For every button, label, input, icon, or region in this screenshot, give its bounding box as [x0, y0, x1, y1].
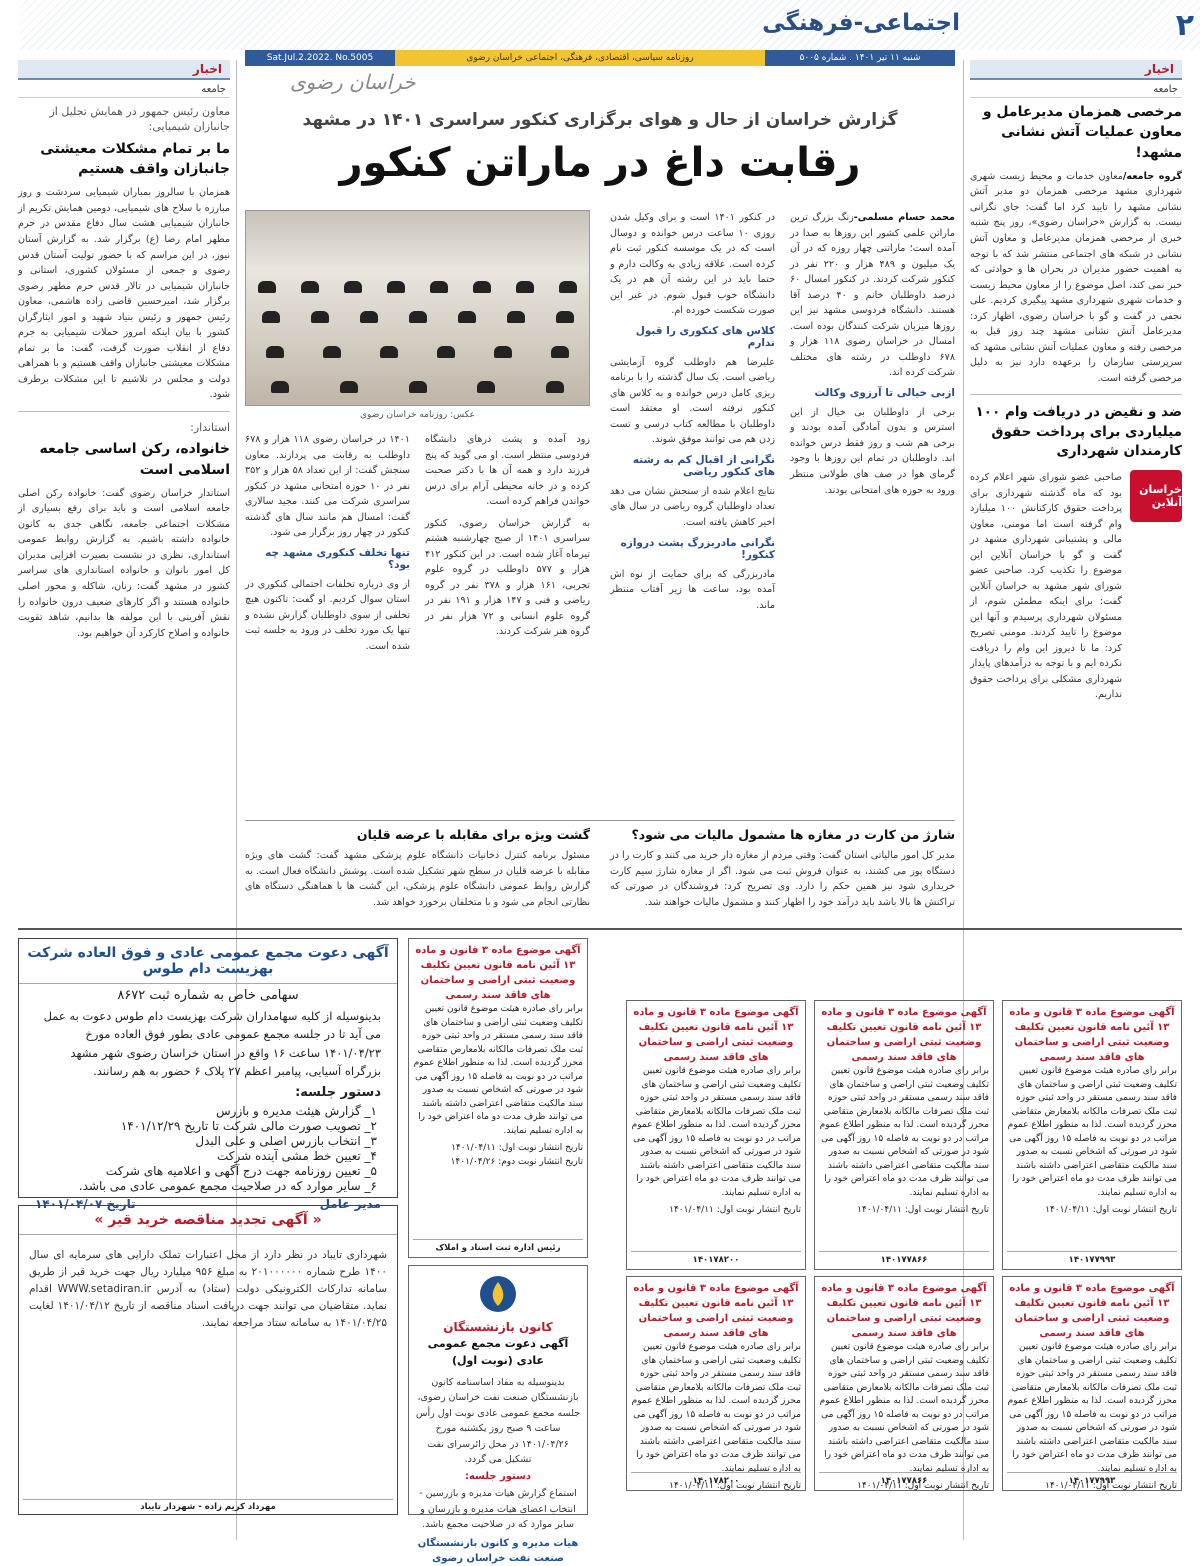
notice-body: برابر رای صادره هیئت موضوع قانون تعیین تکلیف وضعیت ثبتی اراضی و ساختمان های فاقد سند رسمی مستقر در واحد ثبتی حوزه ثبت ملک تصرفات مالکانه بلامعارض متقاضی محرز گردیده است. لذا به منظور اطلاع عموم مراتب در دو نوبت به فاصله ۱۵ روز آگهی می شود در صورتی که اشخاص نسبت به صدور سند مالکیت متقاضی اعتراضی داشته باشند می توانند ظرف مدت دو ماه اعتراض خود را به اداره تسلیم نمایند.: [631, 1342, 801, 1474]
story-paragraph: برخی از داوطلبان بی خیال از این استرس و بدون آمادگی آمده بودند و برخی هم شب و روز فقط درس خوانده اند. داوطلبان در تمام این روزها با وجود گرمای هوا در صف های طولانی منتظر ورود به حوزه های امتحانی بودند.: [790, 406, 955, 496]
ad-signer: مدیر عامل: [319, 1196, 381, 1211]
ad-agenda-item: ۵_ تعیین روزنامه جهت درج آگهی و اعلامیه های شرکت: [105, 1163, 377, 1178]
section-tab-news[interactable]: اخبار: [970, 60, 1182, 80]
ad-subtitle: آگهی دعوت مجمع عمومی عادی (نوبت اول): [427, 1337, 569, 1367]
notice-id: ۱۴۰۱۷۸۲۰۰: [631, 1472, 801, 1488]
ad-agenda-item: ۱_ گزارش هیئت مدیره و بازرس: [216, 1103, 377, 1118]
notice-body: برابر رای صادره هیئت موضوع قانون تعیین تکلیف وضعیت ثبتی اراضی و ساختمان های فاقد سند رسمی مستقر در واحد ثبتی حوزه ثبت ملک تصرفات مالکانه بلامعارض متقاضی محرز گردیده است. لذا به منظور اطلاع عموم مراتب در دو نوبت به فاصله ۱۵ روز آگهی می شود در صورتی که اشخاص نسبت به صدور سند مالکیت متقاضی اعتراضی داشته باشند می توانند ظرف مدت دو ماه اعتراض خود را به اداره تسلیم نمایند.: [413, 1004, 583, 1136]
ad-body: بدینوسیله از کلیه سهامداران شرکت بهزیست دام طوس دعوت به عمل می آید تا در جلسه مجمع عمومی عادی بطور فوق العاده مورخ ۱۴۰۱/۰۴/۲۳ ساعت ۱۶ واقع در استان خراسان رضوی شهر مشهد بزرگراه آسیایی، پیامبر اعظم ۲۷ پلاک ۶ حضور به هم رسانند.: [43, 1009, 381, 1079]
story-subhead: ازبی خیالی تا آرزوی وکالت: [814, 386, 955, 399]
notice-title: آگهی موضوع ماده ۳ قانون و ماده ۱۳ آئین نامه قانون تعیین تکلیف وضعیت ثبتی اراضی و ساختمان های فاقد سند رسمی: [633, 1283, 799, 1339]
story-paragraph: به گزارش خراسان رضوی، کنکور سراسری ۱۴۰۱ از صبح چهارشنبه هشتم تیرماه آغاز شده است. در این کنکور ۴۱۲ هزار و ۵۷۷ داوطلب در گروه علوم تجربی، ۱۶۱ هزار و ۳۷۸ نفر در گروه ریاضی و فنی و ۱۴۷ هزار و ۱۹۱ نفر در گروه علوم انسانی و ۷۲ هزار نفر در گروه هنر شرکت کردند.: [425, 517, 590, 638]
ad-body: بدینوسیله به مفاد اساسنامه کانون بازنشستگان صنعت نفت خراسان رضوی، جلسه مجمع عمومی عادی نوبت اول رأس ساعت ۹ صبح روز یکشنبه مورخ ۱۴۰۱/۰۴/۲۶ در محل زائرسرای نفت تشکیل می گردد.: [415, 1377, 581, 1465]
ad-title: « آگهی تجدید مناقصه خرید قیر »: [19, 1206, 397, 1235]
notice-id: ۱۴۰۱۷۷۸۶۶: [819, 1472, 989, 1488]
story-subhead: نگرانی از اقبال کم به رشته های کنکور ریاضی: [632, 453, 775, 478]
news-body: همزمان با سالروز بمباران شیمیایی سردشت و روز مبارزه با سلاح های شیمیایی، دومین همایش تکریم از جانبازان شیمیایی هشت سال دفاع مقدس در حرم مطهر امام رضا (ع) برگزار شد. به گزارش آستان نیوز، در این مراسم که با حضور تولیت آستان قدس رضوی و جمعی از مسئولان کشوری، استانی و جانبازان شیمیایی در تالار قدس حرم مطهر رضوی برگزار شد، امیرحسین قاضی زاده هاشمی، معاون رئیس جمهور و رئیس بنیاد شهید و امور ایثارگران کشور با بیان اینکه امروز حملات شیمیایی به جرم دفاع از انقلاب صورت گرفت، گفت: ما بر تمام مشکلات معیشتی جانبازان واقف هستیم و با همراهی دولت و مجلس در تلاشیم تا این مشکلات برطرف شود.: [18, 187, 230, 401]
notice-title: آگهی موضوع ماده ۳ قانون و ماده ۱۳ آئین نامه قانون تعیین تکلیف وضعیت ثبتی اراضی و ساختمان های فاقد سند رسمی: [1009, 1007, 1175, 1063]
news-kicker: معاون رئیس جمهور در همایش تجلیل از جانبازان شیمیایی:: [49, 105, 230, 134]
story-column-1: [790, 210, 955, 498]
ad-agenda-item: ۳_ انتخاب بازرس اصلی و علی البدل: [195, 1133, 377, 1148]
ad-title: کانون بازنشستگان: [443, 1320, 553, 1334]
ad-dam-toos: [18, 938, 398, 1211]
paper-tagline: روزنامه سیاسی، اقتصادی، فرهنگی، اجتماعی خراسان رضوی: [395, 50, 765, 66]
story-subhead: کلاس های کنکوری را قبول ندارم: [635, 324, 775, 349]
ad-date: تاریخ ۱۴۰۱/۰۴/۰۷: [35, 1196, 136, 1211]
story-paragraph: مادربزرگی که برای حمایت از نوه اش آمده بود، ساعت ها زیر آفتاب منتظر ماند.: [610, 568, 775, 611]
notice-id: ۱۴۰۱۷۷۹۹۳: [1007, 1472, 1177, 1488]
notice-title: آگهی موضوع ماده ۳ قانون و ماده ۱۳ آئین نامه قانون تعیین تکلیف وضعیت ثبتی اراضی و ساختمان های فاقد سند رسمی: [633, 1007, 799, 1063]
ad-tender: [18, 1205, 398, 1515]
story-paragraph: ۱۴۰۱ در خراسان رضوی ۱۱۸ هزار و ۶۷۸ داوطلب به رقابت می پردازند. معاون سنجش گفت: از این تعداد ۵۸ هزار و ۳۵۲ نفر در ۱۰ حوزه امتحانی مشهد در کنکور سراسری شرکت می کنند. مجید سالاری گفت: امسال هم مانند سال های گذشته کنکور در چهار روز برگزار می شود.: [245, 434, 411, 539]
ad-signer: مهرداد کریم زاده - شهردار تایباد: [23, 1499, 393, 1512]
land-notice: [626, 1276, 806, 1491]
notice-date: تاریخ انتشار نوبت اول: ۱۴۰۱/۰۴/۱۱: [669, 1205, 801, 1215]
sub-story-body: مدیر کل امور مالیاتی استان گفت: وقتی مردم از مغازه دار خرید می کنند و کارت را در دستگاه پوز می کشند، به عنوان فروش ثبت می شود. اگر از مغازه شارژ سیم کارت خریداری شود نیز همین حکم را دارد. وی تصریح کرد: فروشندگان در صورتی که تراکنش ها بالا باشد باید درآمد خود را اظهار کنند و مشمول مالیات خواهند شد.: [610, 850, 955, 908]
sub-story-hookah: [245, 827, 590, 910]
section-title: اجتماعی-فرهنگی: [762, 10, 960, 36]
ad-agenda-item: ۲_ تصویب صورت مالی شرکت تا تاریخ ۱۴۰۱/۱۲/۲۹: [120, 1118, 377, 1133]
notice-date: تاریخ انتشار نوبت اول: ۱۴۰۱/۰۴/۱۱: [669, 1481, 801, 1491]
notice-id: ۱۴۰۱۷۸۲۰۰: [631, 1251, 801, 1267]
land-notice: [1002, 1276, 1182, 1491]
ad-registration: سهامی خاص به شماره ثبت ۸۶۷۲: [117, 988, 299, 1003]
notice-body: برابر رای صادره هیئت موضوع قانون تعیین تکلیف وضعیت ثبتی اراضی و ساختمان های فاقد سند رسمی مستقر در واحد ثبتی حوزه ثبت ملک تصرفات مالکانه بلامعارض متقاضی محرز گردیده است. لذا به منظور اطلاع عموم مراتب در دو نوبت به فاصله ۱۵ روز آگهی می شود در صورتی که اشخاص نسبت به صدور سند مالکیت متقاضی اعتراضی داشته باشند می توانند ظرف مدت دو ماه اعتراض خود را به اداره تسلیم نمایند.: [631, 1066, 801, 1198]
story-paragraph: از وی درباره تخلفات احتمالی کنکوری در استان سوال کردیم. او گفت: تاکنون هیچ تخلفی از سوی داوطلبان گزارش نشده و تنها یک مورد تخلف در ورود به جلسه ثبت شده است.: [245, 578, 410, 652]
land-notice: [814, 1276, 994, 1491]
news-headline[interactable]: ضد و نقیض در دریافت وام ۱۰۰ میلیاردی برای پرداخت حقوق کارمندان شهرداری: [975, 404, 1182, 460]
notice-body: برابر رای صادره هیئت موضوع قانون تعیین تکلیف وضعیت ثبتی اراضی و ساختمان های فاقد سند رسمی مستقر در واحد ثبتی حوزه ثبت ملک تصرفات مالکانه بلامعارض متقاضی محرز گردیده است. لذا به منظور اطلاع عموم مراتب در دو نوبت به فاصله ۱۵ روز آگهی می شود در صورتی که اشخاص نسبت به صدور سند مالکیت متقاضی اعتراضی داشته باشند می توانند ظرف مدت دو ماه اعتراض خود را به اداره تسلیم نمایند.: [1007, 1066, 1177, 1198]
notice-date: تاریخ انتشار نوبت اول: ۱۴۰۱/۰۴/۱۱: [1045, 1205, 1177, 1215]
ad-agenda-item: ۴_ تعیین خط مشی آینده شرکت: [216, 1148, 377, 1163]
main-headline[interactable]: رقابت داغ در ماراتن کنکور: [339, 140, 861, 186]
notice-date: تاریخ انتشار نوبت دوم: ۱۴۰۱/۰۴/۲۶: [450, 1156, 583, 1167]
notice-date: تاریخ انتشار نوبت اول: ۱۴۰۱/۰۴/۱۱: [1045, 1481, 1177, 1491]
story-subhead: تنها تخلف کنکوری مشهد چه بود؟: [265, 546, 410, 571]
story-text: [790, 210, 955, 381]
land-notice: [814, 1000, 994, 1270]
sub-story-body: مسئول برنامه کنترل دخانیات دانشگاه علوم پزشکی مشهد گفت: گشت های ویژه مقابله با عرضه قلیان در سطح شهر تشکیل شده است. پوشش دانشگاه فعال است. به گزارش روابط عمومی دانشگاه علوم پزشکی، این گشت ها با هماهنگی دستگاه های نظارتی انجام می شود و با متخلفان برخورد خواهد شد.: [245, 850, 590, 908]
notice-title: آگهی موضوع ماده ۳ قانون و ماده ۱۳ آئین نامه قانون تعیین تکلیف وضعیت ثبتی اراضی و ساختمان های فاقد سند رسمی: [1009, 1283, 1175, 1339]
exam-hall-photo: [245, 210, 590, 406]
story-column-4: [245, 432, 410, 654]
page-number: ۲: [1175, 8, 1194, 43]
notice-date: تاریخ انتشار نوبت اول: ۱۴۰۱/۰۴/۱۱: [857, 1205, 989, 1215]
notice-body: برابر رای صادره هیئت موضوع قانون تعیین تکلیف وضعیت ثبتی اراضی و ساختمان های فاقد سند رسمی مستقر در واحد ثبتی حوزه ثبت ملک تصرفات مالکانه بلامعارض متقاضی محرز گردیده است. لذا به منظور اطلاع عموم مراتب در دو نوبت به فاصله ۱۵ روز آگهی می شود در صورتی که اشخاص نسبت به صدور سند مالکیت متقاضی اعتراضی داشته باشند می توانند ظرف مدت دو ماه اعتراض خود را به اداره تسلیم نمایند.: [1007, 1342, 1177, 1474]
issue-date-en: Sat.Jul.2.2022. No.5005: [245, 50, 395, 66]
notice-body: برابر رای صادره هیئت موضوع قانون تعیین تکلیف وضعیت ثبتی اراضی و ساختمان های فاقد سند رسمی مستقر در واحد ثبتی حوزه ثبت ملک تصرفات مالکانه بلامعارض متقاضی محرز گردیده است. لذا به منظور اطلاع عموم مراتب در دو نوبت به فاصله ۱۵ روز آگهی می شود در صورتی که اشخاص نسبت به صدور سند مالکیت متقاضی اعتراضی داشته باشند می توانند ظرف مدت دو ماه اعتراض خود را به اداره تسلیم نمایند.: [819, 1342, 989, 1474]
news-kicker: استاندار:: [190, 420, 230, 434]
story-paragraph: زود آمده و پشت درهای دانشگاه فردوسی منتظر است. او می گوید که پنج فرزند دارد و همه آن ها با دکتر صحبت کرده و در خانه محیطی آرام برای درس خواندن فراهم کرده است.: [425, 434, 590, 508]
main-story: [245, 210, 955, 760]
story-paragraph: زنگ بزرگ ترین ماراتن علمی کشور این روزها به صدا در آمده است؛ ماراتنی چهار روزه که در آن یک میلیون و ۴۸۹ هزار و ۲۲۰ نفر در کنکور شرکت کردند. در کنکور امسال ۶۰ درصد داوطلبان خانم و ۴۰ درصد آقا هستند. دانشگاه فردوسی مشهد نیز این روزها میزبان شرکت کنندگان بوده است. امسال در خراسان رضوی ۱۱۸ هزار و ۶۷۸ داوطلب در رشته های مختلف شرکت کرده اند.: [790, 212, 955, 379]
news-headline[interactable]: ما بر تمام مشکلات معیشتی جانبازان واقف هستیم: [40, 140, 230, 178]
section-tab-news[interactable]: اخبار: [18, 60, 230, 80]
notice-title: آگهی موضوع ماده ۳ قانون و ماده ۱۳ آئین نامه قانون تعیین تکلیف وضعیت ثبتی اراضی و ساختمان های فاقد سند رسمی: [821, 1007, 987, 1063]
notice-date: تاریخ انتشار نوبت اول: ۱۴۰۱/۰۴/۱۱: [857, 1481, 989, 1491]
notice-id: ۱۴۰۱۷۷۸۶۶: [819, 1251, 989, 1267]
ad-agenda-list: [19, 1104, 397, 1193]
story-paragraph: علیرضا هم داوطلب گروه آزمایشی ریاضی است. یک سال گذشته را با برنامه ریزی کامل درس خوانده و به کلاس های کنکور نرفته است. او معتقد است داوطلبان با مطالعه کتاب درسی و تست زدن هم می توانند موفق شوند.: [610, 356, 775, 446]
news-body: [970, 169, 1182, 386]
story-author: محمد حسام مسلمی-: [853, 212, 956, 223]
ad-agenda-title: دستور جلسه:: [295, 1084, 381, 1100]
main-supertitle: گزارش خراسان از حال و هوای برگزاری کنکور سراسری ۱۴۰۱ در مشهد: [302, 110, 898, 130]
notice-footer: رئیس اداره ثبت اسناد و املاک: [413, 1239, 583, 1255]
news-body: استاندار خراسان رضوی گفت: خانواده رکن اصلی جامعه اسلامی است و باید برای رفع بسیاری از مشکلات اجتماعی جامعه، نگاهی جدی به کانون خانواده داشته باشیم. به گزارش روابط عمومی استانداری، نظری در نشست بصیرت افزایی مدیران کل امور بانوان و خانواده استانداری های سراسر کشور در مشهد گفت: زنان، شاکله و محور اصلی خانواده هستند و اگر کارهای ضعیف درون خانواده را نقش آفرینی با این مولفه ها بدانیم، شاهد تقویت خانواده و اصلاح کارکرد آن خواهیم بود.: [18, 487, 230, 639]
masthead-banner: [20, 0, 1200, 50]
ad-agenda-title: دستور جلسه:: [464, 1471, 532, 1483]
ads-area: [18, 928, 1182, 1565]
news-headline[interactable]: مرخصی همزمان مدیرعامل و معاون عملیات آتش نشانی مشهد!: [982, 104, 1182, 161]
notice-body: برابر رای صادره هیئت موضوع قانون تعیین تکلیف وضعیت ثبتی اراضی و ساختمان های فاقد سند رسمی مستقر در واحد ثبتی حوزه ثبت ملک تصرفات مالکانه بلامعارض متقاضی محرز گردیده است. لذا به منظور اطلاع عموم مراتب در دو نوبت به فاصله ۱۵ روز آگهی می شود در صورتی که اشخاص نسبت به صدور سند مالکیت متقاضی اعتراضی داشته باشند می توانند ظرف مدت دو ماه اعتراض خود را به اداره تسلیم نمایند.: [819, 1066, 989, 1198]
ad-body: شهرداری تایباد در نظر دارد از محل اعتبارات تملک دارایی های سرمایه ای سال ۱۴۰۰ طرح شماره ۲۰۱۰۰۰۰۰۰ به مبلغ ۹۵۶ میلیارد ریال جهت خرید قیر از طریق سامانه تدارکات الکترونیکی دولت (ستاد) به آدرس WWW.setadiran.ir اقدام نماید. متقاضیان می توانند جهت دریافت اسناد مناقصه از تاریخ ۱۴۰۱/۰۴/۱۲ لغایت ۱۴۰۱/۰۴/۲۵ به سامانه ستاد مراجعه نمایند.: [29, 1249, 387, 1329]
story-column-2: [610, 210, 775, 613]
ad-agenda-items: استماع گزارش هیات مدیره و بازرسین - انتخاب اعضای هیات مدیره و بازرسان و سایر موارد که در صلاحیت مجمع باشد.: [419, 1488, 577, 1530]
ad-signer: هیات مدیره و کانون بازنشستگان صنعت نفت خراسان رضوی: [417, 1538, 579, 1565]
notice-date: تاریخ انتشار نوبت اول: ۱۴۰۱/۰۴/۱۱: [451, 1143, 583, 1153]
ad-agenda-item: ۶_ سایر موارد که در صلاحیت مجمع عمومی عادی می باشد.: [78, 1178, 377, 1193]
sub-story-title[interactable]: شارژ من کارت در مغازه ها مشمول مالیات می شود؟: [631, 827, 955, 842]
news-text: معاون خدمات و محیط زیست شهری شهرداری مشهد مرخصی همزمان دو مدیر آتش نشانی مشهد را تایید کرد اما گفت: جای نگرانی نیست. به گزارش «خراسان رضوی»، روز پنج شنبه خبری از مرخصی همزمان مدیرعامل و معاون آتش نشانی در شبکه های اجتماعی منتشر شد که با توجه به اهمیت حضور مدیران در بحران ها و حوادثی که خبر نمی کند، اصل موضوع را از معاون محیط زیست و خدمات شهری شهرداری مشهد پیگیری کردیم. علی نجفی در گفت و گو با خراسان رضوی، اظهار کرد: مدیرعامل آتش نشانی مشهد چند روز قبل به مرخصی رفته و معاون عملیات آتش نشانی مشهد که سرپرستی سازمان را برعهده دارد نیز به دلیل مرخصی گرفته است.: [970, 170, 1182, 384]
sub-story-title[interactable]: گشت ویژه برای مقابله با عرضه قلیان: [356, 827, 590, 842]
issue-date: شنبه ۱۱ تیر ۱۴۰۱ . شماره ۵۰۰۵: [765, 50, 955, 66]
ad-title: آگهی دعوت مجمع عمومی عادی و فوق العاده شرکت بهزیست دام طوس: [19, 939, 397, 984]
sub-story-tax: [610, 827, 955, 910]
notice-title: آگهی موضوع ماده ۳ قانون و ماده ۱۳ آئین نامه قانون تعیین تکلیف وضعیت ثبتی اراضی و ساختمان های فاقد سند رسمی: [821, 1283, 987, 1339]
khorasan-online-logo: خراسان آنلاین: [1130, 470, 1182, 522]
news-lead: گروه جامعه/: [1122, 170, 1182, 182]
land-notice: [408, 938, 588, 1258]
story-paragraph: نتایج اعلام شده از سنجش نشان می دهد تعداد داوطلبان گروه ریاضی در سال های اخیر کاهش یافته است.: [610, 485, 775, 528]
notice-title: آگهی موضوع ماده ۳ قانون و ماده ۱۳ آئین نامه قانون تعیین تکلیف وضعیت ثبتی اراضی و ساختمان های فاقد سند رسمی: [415, 945, 581, 1001]
paper-logo: خراسان رضوی: [290, 70, 416, 94]
section-sub-label: جامعه: [18, 80, 230, 98]
land-notice: [1002, 1000, 1182, 1270]
news-body: صاحبی عضو شورای شهر اعلام کرده بود که ماه گذشته شهرداری برای پرداخت حقوق کارکنانش ۱۰۰ میلیارد وام گرفته است اما مومنی، معاون مالی و پشتیبانی شهرداری مشهد در گفت و گو با خراسان آنلاین این موضوع را تکذیب کرد. صاحبی عضو شورای شهر مشهد به خراسان آنلاین گفت: برای اینکه مطمئن شوم، از مسئولان شهرداری پرسیدم و آنها این موضوع را تایید کردند. مومنی تصریح کرد: ما تا دیروز این وام را دریافت نکرده ایم و با توجه به درآمدهای پایدار شهرداری مشکلی برای پرداخت حقوق نداریم.: [970, 472, 1122, 701]
ad-kanoon: [408, 1265, 588, 1565]
land-notice: [626, 1000, 806, 1270]
story-subhead: نگرانی مادربزرگ پشت دروازه کنکور!: [620, 536, 775, 561]
photo-credit: عکس: روزنامه خراسان رضوی: [360, 410, 475, 420]
story-column-3: [425, 432, 590, 640]
news-headline[interactable]: خانواده، رکن اساسی جامعه اسلامی است: [39, 441, 230, 478]
section-sub-label: جامعه: [970, 80, 1182, 98]
oil-flame-icon: [478, 1274, 518, 1314]
notice-id: ۱۴۰۱۷۷۹۹۳: [1007, 1251, 1177, 1267]
story-paragraph: در کنکور ۱۴۰۱ است و برای وکیل شدن روزی ۱۰ ساعت درس خوانده و دوسال است که در یک موسسه کنکور ثبت نام کرده است. علاقه زیادی به وکالت دارم و حتما باید در این رشته آن هم در یک دانشگاه خوب قبول شوم. در غیر این صورت شکست خورده ام.: [610, 212, 776, 317]
